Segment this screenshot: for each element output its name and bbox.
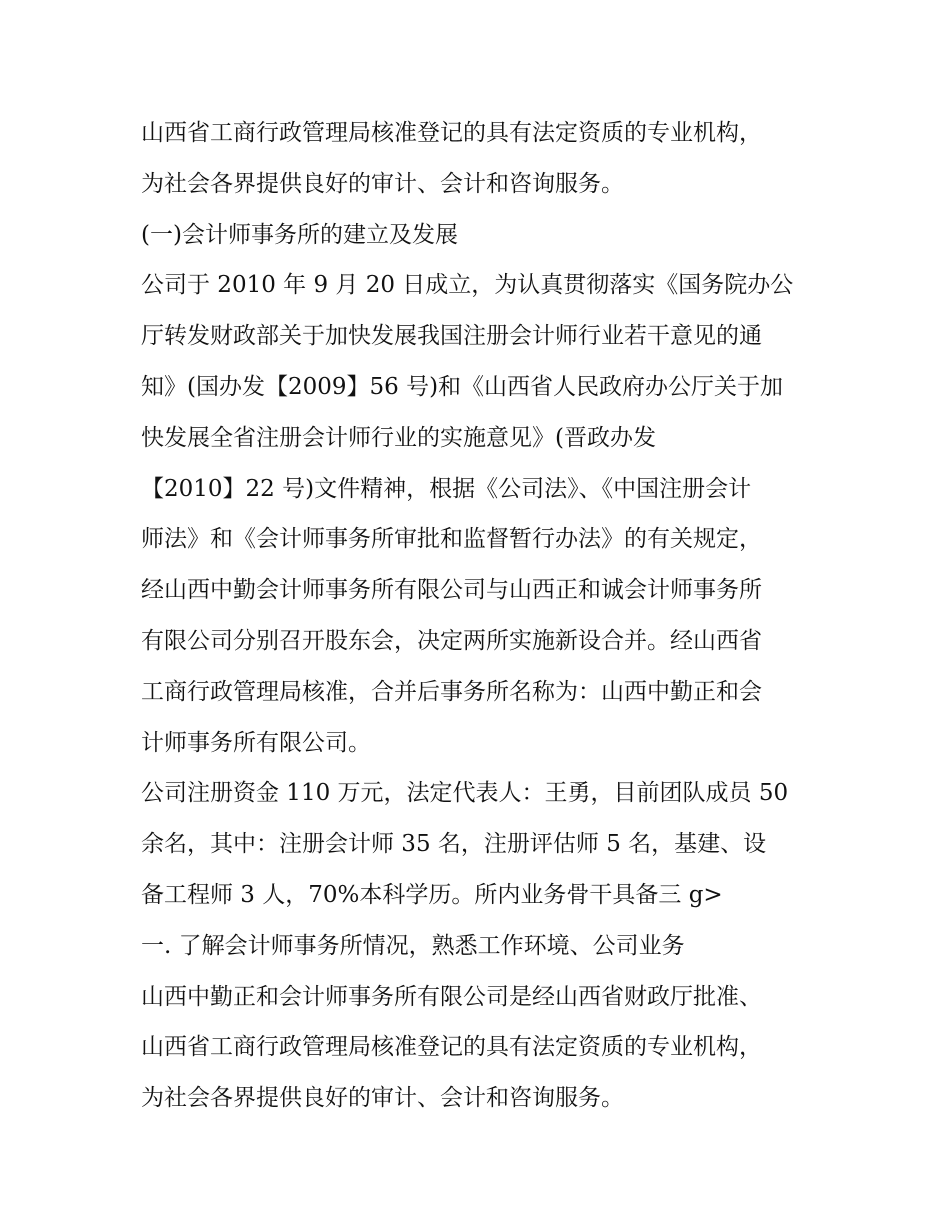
text-line: 公司注册资金 110 万元，法定代表人：王勇，目前团队成员 50 bbox=[141, 780, 789, 807]
text-line: 山西中勤正和会计师事务所有限公司是经山西省财政厅批准、 bbox=[141, 983, 762, 1010]
text-line: 山西省工商行政管理局核准登记的具有法定资质的专业机构， bbox=[141, 120, 762, 146]
document-body bbox=[141, 108, 821, 1124]
text-line: 经山西中勤会计师事务所有限公司与山西正和诚会计师事务所 bbox=[141, 577, 762, 604]
text-line: 【2010】22 号)文件精神，根据《公司法》、《中国注册会计 bbox=[141, 475, 752, 502]
text-line: 公司于 2010 年 9 月 20 日成立，为认真贯彻落实《国务院办公 bbox=[141, 272, 794, 299]
text-line: 计师事务所有限公司。 bbox=[141, 729, 371, 756]
text-line: 工商行政管理局核准，合并后事务所名称为：山西中勤正和会 bbox=[141, 678, 762, 705]
text-line: 备工程师 3 人，70%本科学历。所内业务骨干具备三 g> bbox=[141, 881, 723, 908]
text-line: 厅转发财政部关于加快发展我国注册会计师行业若干意见的通 bbox=[141, 323, 762, 350]
text-line: 快发展全省注册会计师行业的实施意见》(晋政办发 bbox=[141, 424, 656, 451]
text-line: 有限公司分别召开股东会，决定两所实施新设合并。经山西省 bbox=[141, 627, 762, 654]
text-line: 余名，其中：注册会计师 35 名，注册评估师 5 名，基建、设 bbox=[141, 831, 767, 858]
section-heading: 一. 了解会计师事务所情况，熟悉工作环境、公司业务 bbox=[141, 932, 685, 959]
text-line: 山西省工商行政管理局核准登记的具有法定资质的专业机构， bbox=[141, 1034, 762, 1061]
text-line: 知》(国办发【2009】56 号)和《山西省人民政府办公厅关于加 bbox=[141, 373, 784, 400]
section-heading: (一)会计师事务所的建立及发展 bbox=[141, 221, 458, 248]
text-line: 师法》和《会计师事务所审批和监督暂行办法》的有关规定， bbox=[141, 526, 762, 553]
text-line: 为社会各界提供良好的审计、会计和咨询服务。 bbox=[141, 170, 624, 197]
text-line: 为社会各界提供良好的审计、会计和咨询服务。 bbox=[141, 1085, 624, 1112]
